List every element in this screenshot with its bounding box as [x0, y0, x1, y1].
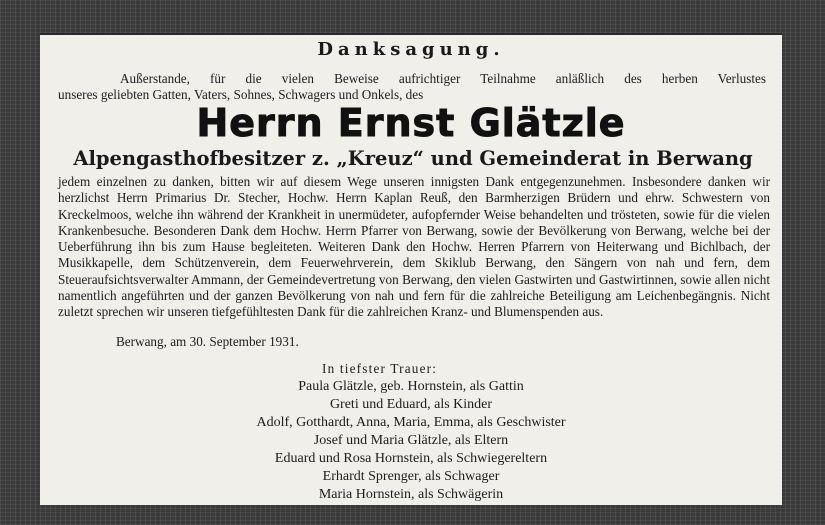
deceased-occupation: Alpengasthofbesitzer z. „Kreuz“ und Gemeinderat in Berwang [73, 147, 753, 170]
notice-title: Danksagung. [317, 39, 505, 60]
date-line: Berwang, am 30. September 1931. [116, 334, 299, 349]
mourner-line: Erhardt Sprenger, als Schwager [322, 469, 500, 484]
death-notice [40, 33, 782, 505]
mourners-list [40, 378, 782, 504]
intro-paragraph [58, 71, 766, 103]
thanks-paragraph: jedem einzelnen zu danken, bitten wir auf diesem Wege unseren innigsten Dank entgegenzunehmen. Insbesondere danken wir herzlichst Herrn Primarius Dr. Stecher, Hochw. Herrn Kaplan Reuß, den Barmherzigen Brüdern und ehrw. Schwestern von Kreckelmoos, welche ihn während der Krankheit in unermüdeter, aufopfernder Weise behandelten und trösteten, sowie für die vielen Krankenbesuche. Besonderen Dank dem Hochw. Herrn Pfarrer von Berwang, sowie der Bevölkerung von Berwang, welche bei der Ueberführung ihn bis zum Hause begleiteten. Weiteren Dank den Hochw. Herren Pfarrern von Heiterwang und Bichlbach, der Musikkapelle, dem Schützenverein, dem Feuerwehrverein, dem Skiklub Berwang, den Sängern von nah und fern, dem Steueraufsichtsverwalter Ammann, der Gemeindevertretung von Berwang, den vielen Gastwirten und Gastwirtinnen, sowie allen nicht namentlich angeführten und der ganzen Bevölkerung von nah und fern für die zahlreiche Beteiligung am Leichenbegängnis. Nicht zuletzt sprechen wir unseren tiefgefühltesten Dank für die zahlreichen Kranz- und Blumenspenden aus. [58, 174, 770, 320]
mourner-line: Paula Glätzle, geb. Hornstein, als Gattin [298, 379, 524, 394]
intro-line-2: unseres geliebten Gatten, Vaters, Sohnes, Schwagers und Onkels, des [58, 87, 424, 102]
intro-line-1: Außerstande, für die vielen Beweise aufrichtiger Teilnahme anläßlich des herben Verlustes [120, 71, 766, 86]
mourner-line: Maria Hornstein, als Schwägerin [318, 487, 504, 502]
mourner-line: Eduard und Rosa Hornstein, als Schwiegereltern [274, 451, 548, 466]
mourner-line: Adolf, Gotthardt, Anna, Maria, Emma, als Geschwister [256, 415, 566, 430]
mourner-line: Greti und Eduard, als Kinder [329, 397, 493, 412]
deceased-name: Herrn Ernst Glätzle [196, 101, 626, 145]
mourner-line: Josef und Maria Glätzle, als Eltern [313, 433, 509, 448]
mourning-heading: In tiefster Trauer: [322, 361, 438, 376]
